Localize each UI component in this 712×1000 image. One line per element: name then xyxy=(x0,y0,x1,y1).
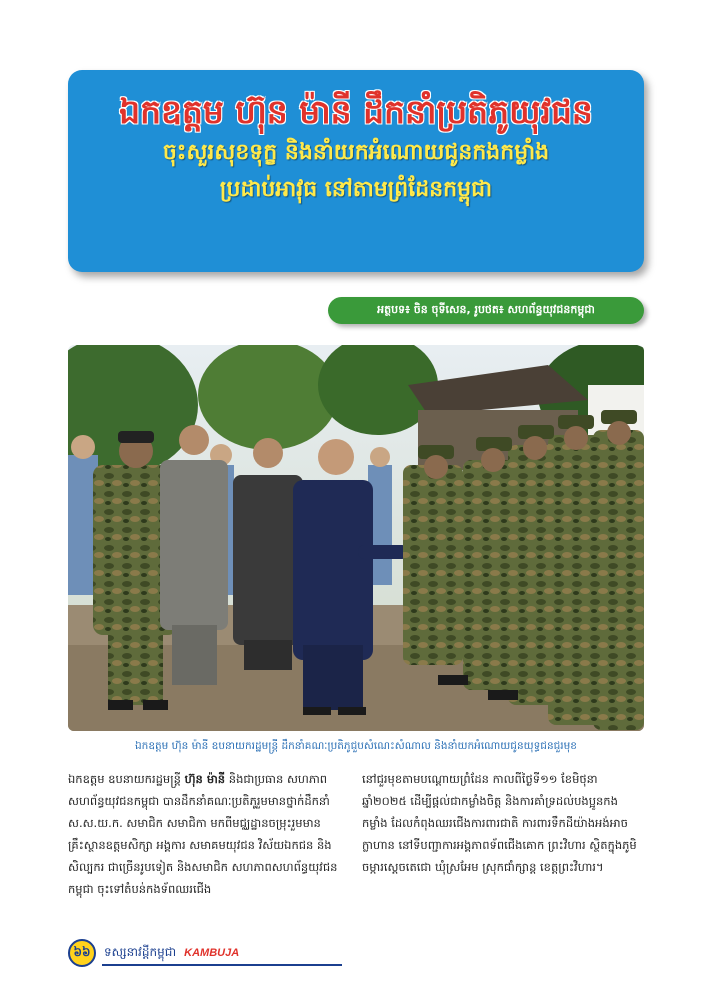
article-text-bold-name: ហ៊ុន ម៉ានី xyxy=(184,772,226,786)
page-footer xyxy=(68,938,239,968)
article-column-right xyxy=(362,768,638,878)
article-column-left xyxy=(68,768,344,900)
article-subtitle-line2: ប្រដាប់អាវុធ នៅតាមព្រំដែនកម្ពុជា xyxy=(219,176,493,202)
article-subtitle-line1: ចុះសួរសុខទុក្ខ និងនាំយកអំណោយជូនកងកម្លាំង xyxy=(162,139,550,165)
article-text: នៅជួរមុខតាមបណ្តោយព្រំដែន កាលពីថ្ងៃទី១១ ខែមិថុនា ឆ្នាំ២០២៥ ដើម្បីផ្តល់ជាកម្លាំងចិត្ត និងការគាំទ្រដល់បងប្អូនកងកម្លាំង ដែលកំពុងឈរជើងការពារជាតិ ការពារទឹកដីយ៉ាងអង់អាចក្លាហាន នៅទីបញ្ជាការអង្គភាពទ័ពជើងគោក ព្រះវិហារ ស្ថិតក្នុងភូមិចម្ការស្ដេចតេជោ ឃុំស្រអែម ស្រុកជាំក្សាន្ត ខេត្តព្រះវិហារ។ xyxy=(362,772,637,874)
article-text: និងជាប្រធាន សហភាពសហព័ន្ធយុវជនកម្ពុជា បានដឹកនាំគណៈប្រតិភូរួមមានថ្នាក់ដឹកនាំ ស.ស.យ.ក. សមាជិក សមាជិកា មកពីមជ្ឈដ្ឋានចម្រុះរួមមាន គ្រឹះស្ថានឧត្តមសិក្សា អង្គការ សមាគមយុវជន វិស័យឯកជន និងសិល្បករ ជាច្រើនរូបទៀត និងសមាជិក សហភាពសហព័ន្ធយុវជនកម្ពុជា ចុះទៅតំបន់កងទ័ពឈរជើង xyxy=(68,772,338,896)
magazine-name-en: KAMBUJA xyxy=(184,947,240,959)
article-title-box xyxy=(68,70,644,272)
photo-caption: ឯកឧត្តម ហ៊ុន ម៉ានី ឧបនាយករដ្ឋមន្ត្រី ដឹកនាំគណៈប្រតិភូជួបសំណេះសំណាល និងនាំយកអំណោយជូនយុទ្ធជនជួរមុខ xyxy=(135,740,577,752)
page-number: ៦៦ xyxy=(68,939,96,967)
article-title: ឯកឧត្តម ហ៊ុន ម៉ានី ដឹកនាំប្រតិភូយុវជន xyxy=(119,92,593,131)
article-photo xyxy=(68,345,644,731)
photo-handshake-icon xyxy=(68,345,644,731)
article-text: ឯកឧត្តម ឧបនាយករដ្ឋមន្ត្រី xyxy=(68,772,185,786)
article-byline: អត្ថបទ៖ ចិន ចុទីសេន, រូបថត៖ សហព័ន្ធយុវជនកម្ពុជា xyxy=(328,297,644,324)
footer-divider xyxy=(102,964,342,966)
magazine-name-kh: ទស្សនាវដ្តីកម្ពុជា xyxy=(104,945,177,959)
